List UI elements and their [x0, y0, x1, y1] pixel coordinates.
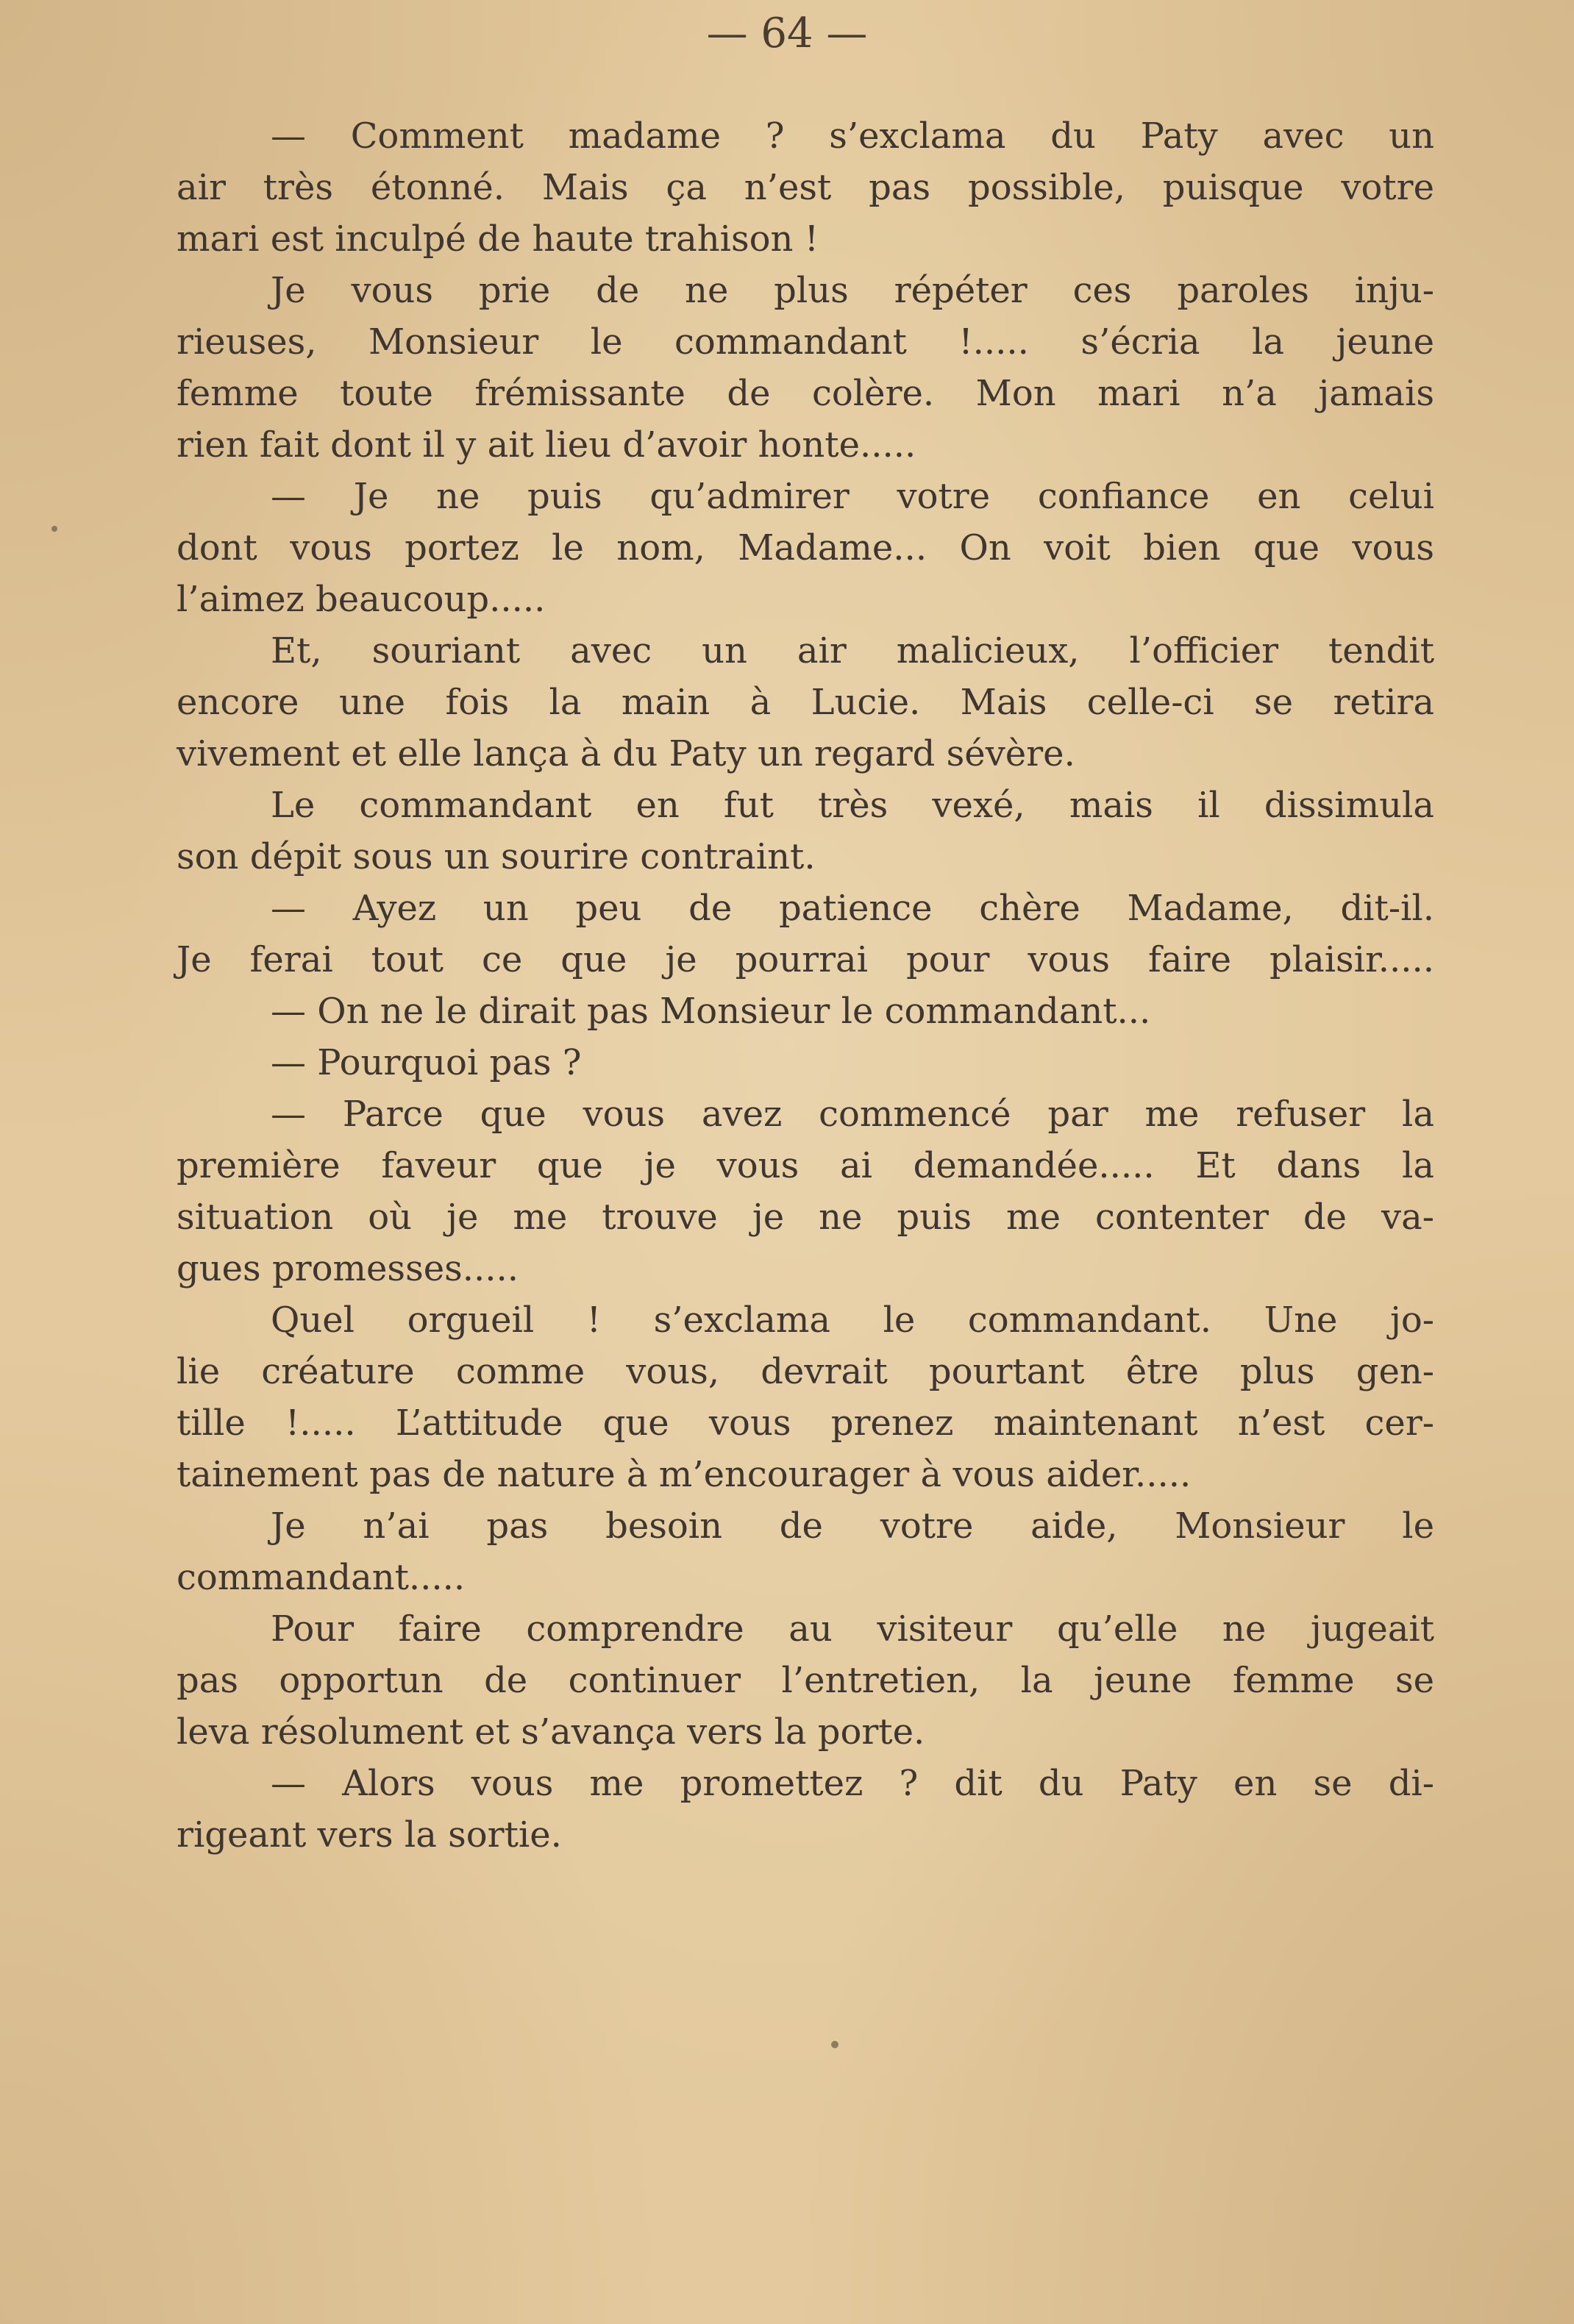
- text-line: air très étonné. Mais ça n’est pas possible, puisque votre: [177, 167, 1434, 208]
- text-line: Je vous prie de ne plus répéter ces paroles inju-: [271, 270, 1434, 311]
- text-line: vivement et elle lança à du Paty un regard sévère.: [177, 733, 1075, 774]
- text-line: Je n’ai pas besoin de votre aide, Monsieur le: [271, 1505, 1434, 1547]
- text-line: encore une fois la main à Lucie. Mais celle-ci se retira: [177, 682, 1434, 723]
- text-line: Et, souriant avec un air malicieux, l’officier tendit: [271, 630, 1434, 671]
- text-line: tainement pas de nature à m’encourager à vous aider.....: [177, 1454, 1192, 1495]
- text-line: première faveur que je vous ai demandée..... Et dans la: [177, 1145, 1434, 1186]
- text-line: commandant.....: [177, 1557, 466, 1598]
- text-line: — Parce que vous avez commencé par me refuser la: [271, 1094, 1434, 1135]
- text-line: son dépit sous un sourire contraint.: [177, 836, 816, 877]
- text-line: Le commandant en fut très vexé, mais il dissimula: [271, 785, 1434, 826]
- text-line: Pour faire comprendre au visiteur qu’elle ne jugeait: [271, 1608, 1434, 1650]
- text-line: situation où je me trouve je ne puis me contenter de va-: [177, 1197, 1434, 1238]
- text-line: leva résolument et s’avança vers la porte.: [177, 1711, 925, 1753]
- text-line: — Je ne puis qu’admirer votre confiance en celui: [271, 476, 1434, 517]
- text-line: rien fait dont il y ait lieu d’avoir honte.....: [177, 424, 916, 466]
- text-line: mari est inculpé de haute trahison !: [177, 218, 819, 260]
- text-line: tille !..... L’attitude que vous prenez maintenant n’est cer-: [177, 1402, 1434, 1444]
- text-line: lie créature comme vous, devrait pourtant être plus gen-: [177, 1351, 1434, 1392]
- text-line: Je ferai tout ce que je pourrai pour vous faire plaisir.....: [177, 939, 1434, 980]
- page-number: — 64 —: [706, 10, 868, 57]
- text-line: — Comment madame ? s’exclama du Paty avec un: [271, 115, 1434, 157]
- paper-speck: [51, 526, 57, 532]
- text-line: — Pourquoi pas ?: [271, 1042, 582, 1083]
- text-line: l’aimez beaucoup.....: [177, 579, 546, 620]
- text-line: rigeant vers la sortie.: [177, 1814, 562, 1856]
- text-line: pas opportun de continuer l’entretien, la jeune femme se: [177, 1660, 1434, 1701]
- text-line: rieuses, Monsieur le commandant !..... s’écria la jeune: [177, 321, 1434, 363]
- text-line: — Alors vous me promettez ? dit du Paty en se di-: [271, 1763, 1434, 1804]
- text-line: — On ne le dirait pas Monsieur le commandant...: [271, 991, 1151, 1032]
- text-line: dont vous portez le nom, Madame... On voit bien que vous: [177, 527, 1434, 568]
- text-line: Quel orgueil ! s’exclama le commandant. Une jo-: [271, 1300, 1434, 1341]
- paper-speck: [831, 2041, 838, 2048]
- text-line: — Ayez un peu de patience chère Madame, dit-il.: [271, 888, 1434, 929]
- body-text: [177, 110, 1434, 1861]
- text-line: femme toute frémissante de colère. Mon mari n’a jamais: [177, 373, 1434, 414]
- text-line: gues promesses.....: [177, 1248, 519, 1289]
